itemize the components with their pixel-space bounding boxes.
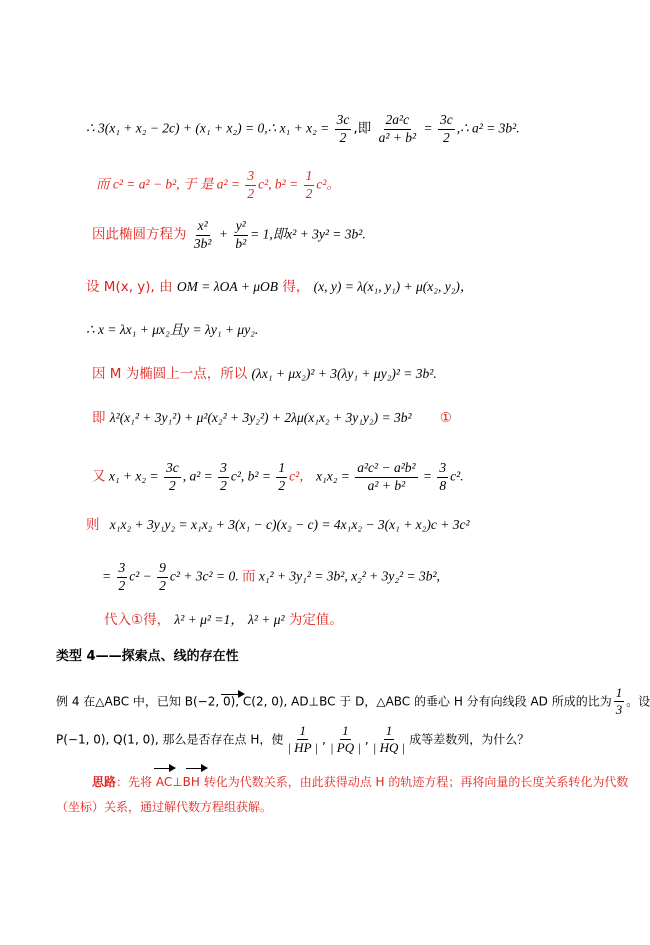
- example-line-2: P(−1, 0), Q(1, 0), 那么是否存在点 H，使 $\frac{1}{| HP |}$ , $\frac{1}{| PQ |}$ , $\frac{1}{| HQ |}$ 成等差数列，为什么？: [56, 723, 530, 756]
- eq1-frac-3: $\frac{3c}{2}$: [439, 112, 453, 145]
- example-line-1: 例 4 在△ABC 中，已知 B(−2, 0), C(2, 0), AD⊥BC 于 D，△ABC 的垂心 H 分有向线段 AD 所成的比为 $\frac{1}{3}$ 。设: [56, 685, 650, 718]
- equation-line-11: 代入①得， λ² + μ² =1， λ² + μ² 为定值。: [104, 612, 343, 628]
- vector-arrow-icon-bh: [186, 768, 206, 769]
- idea-line-1: 思路：先将 AC⊥BH 转化为代数关系，由此获得动点 H 的轨迹方程；再将向量的长度关系转化为代数: [92, 775, 629, 789]
- vector-arrow-icon-ac: [154, 768, 174, 769]
- equation-line-3: 因此椭圆方程为 $\frac{\text{x²}}{\text{3b²}}$ + $\frac{\text{y²}}{\text{b²}}$ = 1,即x² + 3y² = 3b².: [92, 218, 366, 251]
- equation-line-8: 又 x₁ + x₂ = $\frac{3c}{2}$ , a² = $\frac{3}{2}$ c², b² = $\frac{1}{2}$ c²， x₁x₂ = $\frac{\text{a²c² − a²b²}}{\text{a² + b²}}$ = $\frac{3}{8}$ c².: [92, 460, 464, 493]
- section-heading: 类型 4——探索点、线的存在性: [56, 649, 239, 664]
- equation-line-4: 设 M(x, y), 由 OM = λOA + μOB 得， (x, y) = λ(x₁, y₁) + μ(x₂, y₂)，: [86, 279, 474, 295]
- equation-line-2: 而 c² = a² − b², 于 是 a² = $\frac{3}{2}$ c², b² = $\frac{1}{2}$ c²。: [96, 168, 340, 201]
- idea-line-2: （坐标）关系，通过解代数方程组获解。: [56, 800, 273, 814]
- equation-line-6: 因 M 为椭圆上一点，所以 (λx₁ + μx₂)² + 3(λy₁ + μy₂)² = 3b².: [92, 366, 437, 382]
- equation-line-5: ∴ x = λx₁ + μx₂且y = λy₁ + μy₂.: [86, 322, 259, 337]
- eq1-text: ∴ 3(x₁ + x₂ − 2c) + (x₁ + x₂) = 0,∴ x₁ + x₂ =: [86, 120, 330, 136]
- equation-line-10: = $\frac{3}{2}$ c² − $\frac{9}{2}$ c² + 3c² = 0. 而 x₁² + 3y₁² = 3b², x₂² + 3y₂² = 3b²,: [102, 560, 440, 593]
- circle-one-marker: ①: [439, 410, 452, 426]
- equation-line-1: ∴ 3(x₁ + x₂ − 2c) + (x₁ + x₂) = 0,∴ x₁ + x₂ = $\frac{3c}{2}$ ,即 $\frac{\text{2a²c}}{\text{a² + b²}}$ = $\frac{3c}{2}$ ,∴ a² = 3b².: [86, 112, 520, 145]
- eq1-frac-2: $\frac{\text{2a²c}}{\text{a² + b²}}$: [378, 112, 417, 145]
- eq1-frac: $\frac{3c}{2}$: [336, 112, 350, 145]
- idea-label: 思路: [92, 775, 117, 789]
- equation-line-7: 即 λ²(x₁² + 3y₁²) + μ²(x₂² + 3y₂²) + 2λμ(x₁x₂ + 3y₁y₂) = 3b² ①: [92, 410, 452, 426]
- equation-line-9: 则 x₁x₂ + 3y₁y₂ = x₁x₂ + 3(x₁ − c)(x₂ − c) = 4x₁x₂ − 3(x₁ + x₂)c + 3c²: [86, 517, 470, 533]
- vector-arrow-icon: [221, 694, 243, 695]
